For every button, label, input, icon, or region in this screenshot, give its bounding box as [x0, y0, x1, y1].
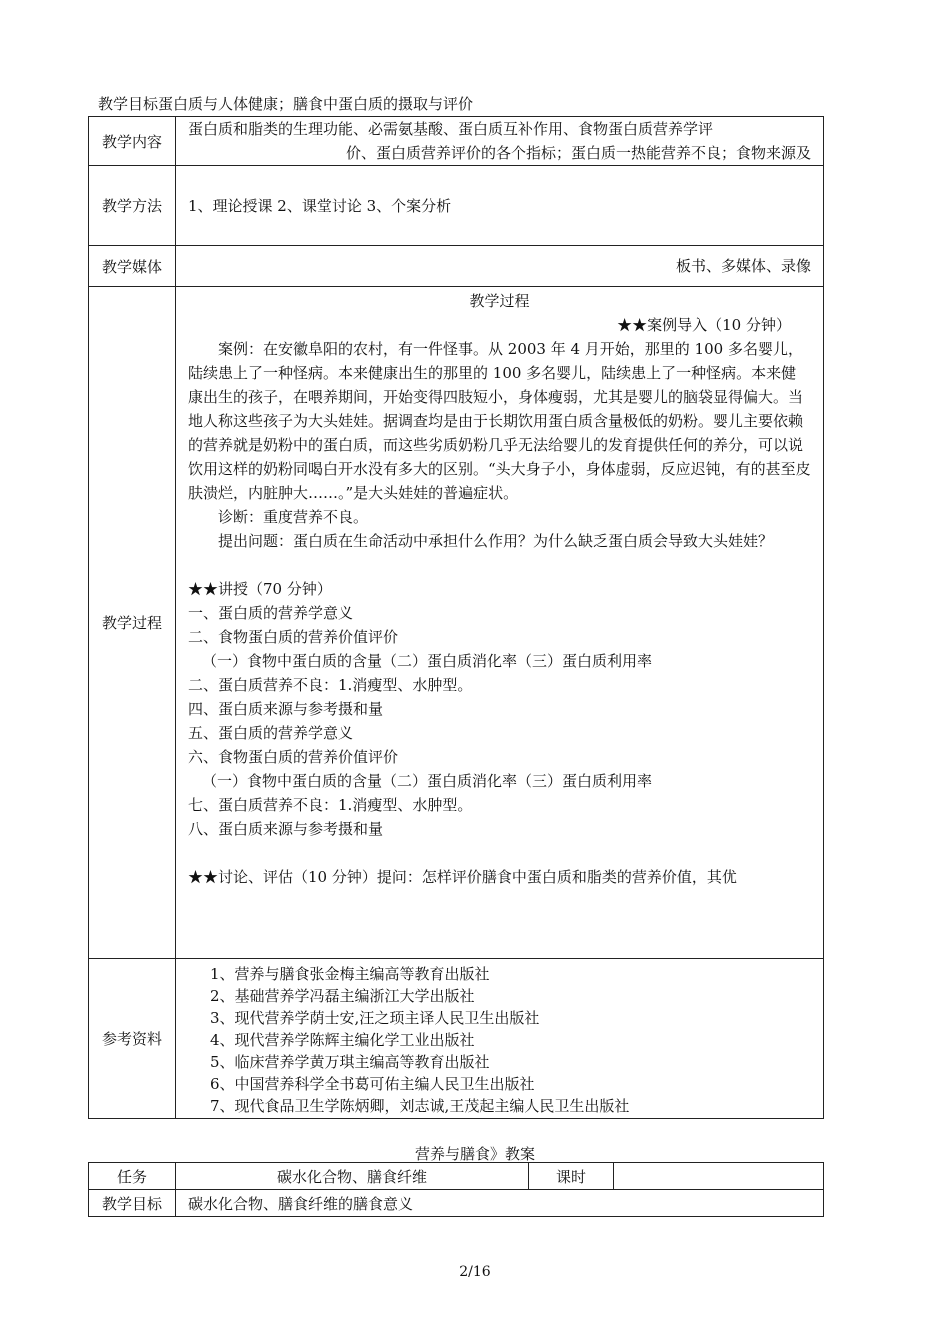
task-row: [89, 1163, 824, 1190]
content-line-1: 蛋白质和脂类的生理功能、必需氨基酸、蛋白质互补作用、食物蛋白质营养学评: [188, 120, 714, 138]
reference-cell: [176, 959, 824, 1119]
lesson-plan-table: [88, 116, 824, 1119]
media-cell: [176, 246, 824, 287]
lecture-item: 二、食物蛋白质的营养价值评价: [188, 628, 399, 646]
reference-item: 5、临床营养学黄万琪主编高等教育出版社: [210, 1053, 490, 1071]
process-cell: [176, 287, 824, 959]
reference-list: [176, 959, 823, 1117]
case-paragraph: 案例：在安徽阜阳的农村，有一件怪事。从 2003 年 4 月开始，那里的 100 多名婴儿，陆续患上了一种怪病。本来健康出生的那里的 100 多名婴儿，陆续患上了一种怪病。本来健康出生的孩子，在喂养期间，开始变得四肢短小，身体瘦弱，尤其是婴儿的脑袋显得偏大。当地人称这些孩子为大头娃娃。据调查均是由于长期饮用蛋白质含量极低的奶粉。婴儿主要依赖的营养就是奶粉中的蛋白质，而这些劣质奶粉几乎无法给婴儿的发育提供任何的养分，可以说饮用这样的奶粉同喝白开水没有多大的区别。“头大身子小，身体虚弱，反应迟钝，有的甚至皮肤溃烂，内脏肿大……。”是大头娃娃的普遍症状。: [188, 340, 811, 502]
method-text: 1、理论授课 2、课堂讨论 3、个案分析: [188, 196, 452, 215]
lecture-item: 六、食物蛋白质的营养价值评价: [188, 748, 399, 766]
process-label: 教学过程: [89, 287, 176, 959]
lecture-item: 八、蛋白质来源与参考摄和量: [188, 820, 384, 838]
media-text: 板书、多媒体、录像: [675, 257, 811, 275]
content-line-2: 价、蛋白质营养评价的各个指标；蛋白质一热能营养不良；食物来源及: [345, 144, 811, 162]
task-value: 碳水化合物、膳食纤维: [176, 1163, 529, 1190]
method-cell: [176, 166, 824, 246]
discussion: ★★讨论、评估（10 分钟）提问：怎样评价膳食中蛋白质和脂类的营养价值，其优: [188, 868, 737, 886]
method-row: [89, 166, 824, 246]
media-row: [89, 246, 824, 287]
reference-item: 1、营养与膳食张金梅主编高等教育出版社: [210, 965, 490, 983]
reference-item: 7、现代食品卫生学陈炳卿，刘志诚,王茂起主编人民卫生出版社: [210, 1097, 630, 1115]
goal-value: 碳水化合物、膳食纤维的膳食意义: [176, 1190, 824, 1217]
page-number: 2/16: [459, 1264, 491, 1280]
spacer: [188, 553, 811, 577]
lecture-item: （一）食物中蛋白质的含量（二）蛋白质消化率（三）蛋白质利用率: [202, 772, 653, 790]
lecture-list: [188, 601, 811, 841]
lecture-item: （一）食物中蛋白质的含量（二）蛋白质消化率（三）蛋白质利用率: [202, 652, 653, 670]
reference-item: 2、基础营养学冯磊主编浙江大学出版社: [210, 987, 475, 1005]
content-row: [89, 117, 824, 166]
media-label: 教学媒体: [89, 246, 176, 287]
reference-item: 4、现代营养学陈辉主编化学工业出版社: [210, 1031, 475, 1049]
spacer: [188, 841, 811, 865]
lecture-item: 二、蛋白质营养不良：1.消瘦型、水肿型。: [188, 676, 473, 694]
second-lesson-table: [88, 1162, 824, 1217]
reference-row: [89, 959, 824, 1119]
diagnosis: 诊断：重度营养不良。: [218, 508, 369, 526]
content-label: 教学内容: [89, 117, 176, 166]
reference-label: 参考资料: [89, 959, 176, 1119]
lecture-item: 五、蛋白质的营养学意义: [188, 724, 354, 742]
lecture-item: 七、蛋白质营养不良：1.消瘦型、水肿型。: [188, 796, 473, 814]
second-table-title: 营养与膳食》教案: [414, 1145, 535, 1163]
reference-item: 3、现代营养学荫士安,汪之顼主译人民卫生出版社: [210, 1009, 540, 1027]
hours-value: [614, 1163, 824, 1190]
process-row: [89, 287, 824, 959]
header-line: 教学目标蛋白质与人体健康；膳食中蛋白质的摄取与评价: [98, 95, 474, 113]
method-label: 教学方法: [89, 166, 176, 246]
case-heading: ★★案例导入（10 分钟）: [617, 316, 791, 334]
lecture-item: 一、蛋白质的营养学意义: [188, 604, 354, 622]
content-cell: [176, 117, 824, 166]
lecture-item: 四、蛋白质来源与参考摄和量: [188, 700, 384, 718]
task-label: 任务: [89, 1163, 176, 1190]
hours-label: 课时: [529, 1163, 614, 1190]
goal-label: 教学目标: [89, 1190, 176, 1217]
goal-row: [89, 1190, 824, 1217]
question: 提出问题：蛋白质在生命活动中承担什么作用？为什么缺乏蛋白质会导致大头娃娃？: [218, 532, 774, 550]
reference-item: 6、中国营养科学全书葛可佑主编人民卫生出版社: [210, 1075, 535, 1093]
lecture-heading: ★★讲授（70 分钟）: [188, 580, 332, 598]
process-title: 教学过程: [469, 292, 530, 310]
